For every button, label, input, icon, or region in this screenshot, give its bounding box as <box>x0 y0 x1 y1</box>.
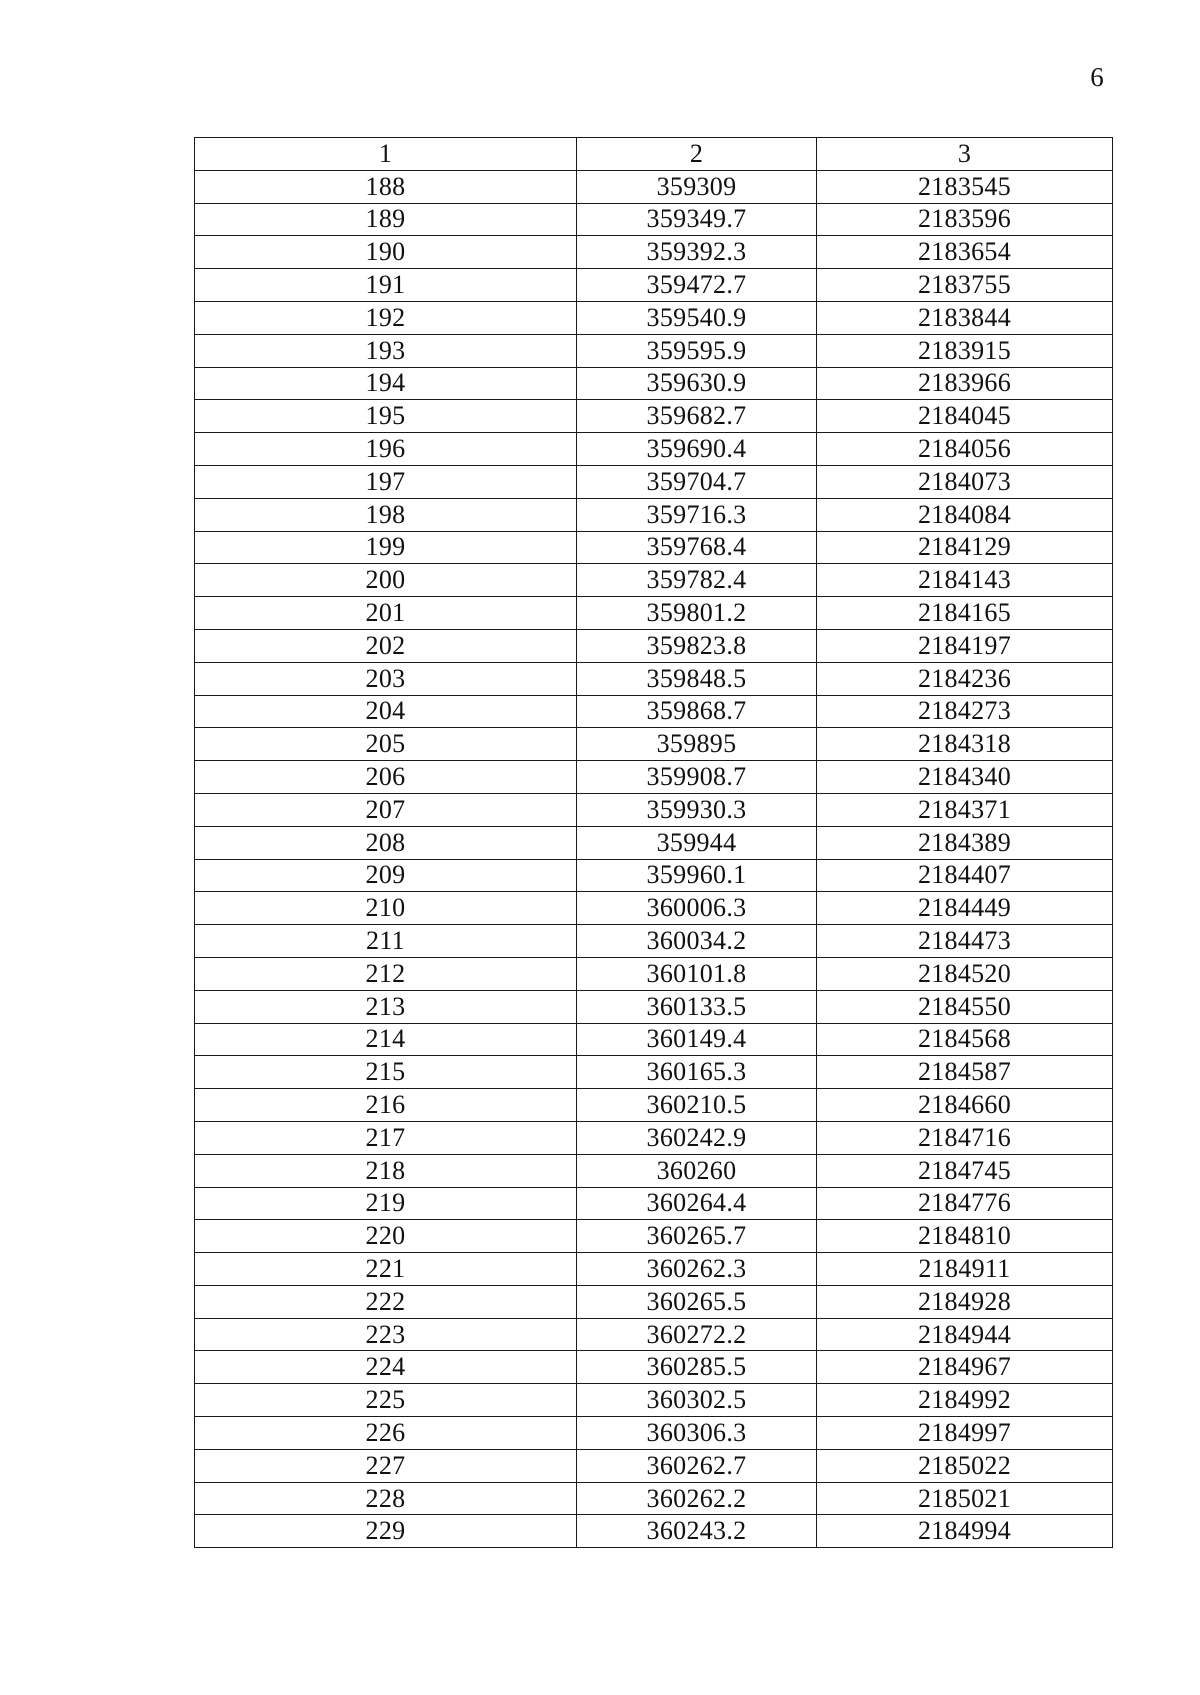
x-coordinate-cell: 359309 <box>577 170 817 203</box>
table-row <box>195 826 1113 859</box>
table-row <box>195 990 1113 1023</box>
point-number-cell: 196 <box>195 433 577 466</box>
point-number-cell: 227 <box>195 1449 577 1482</box>
table-row <box>195 1351 1113 1384</box>
y-coordinate-cell: 2184165 <box>817 597 1113 630</box>
x-coordinate-cell: 359930.3 <box>577 793 817 826</box>
y-coordinate-cell: 2183966 <box>817 367 1113 400</box>
point-number-cell: 200 <box>195 564 577 597</box>
x-coordinate-cell: 360260 <box>577 1154 817 1187</box>
table-row <box>195 1056 1113 1089</box>
x-coordinate-cell: 360165.3 <box>577 1056 817 1089</box>
x-coordinate-cell: 360243.2 <box>577 1515 817 1548</box>
x-coordinate-cell: 359848.5 <box>577 662 817 695</box>
x-coordinate-cell: 359595.9 <box>577 334 817 367</box>
column-header-1: 1 <box>195 138 577 171</box>
y-coordinate-cell: 2183755 <box>817 269 1113 302</box>
point-number-cell: 193 <box>195 334 577 367</box>
y-coordinate-cell: 2184550 <box>817 990 1113 1023</box>
point-number-cell: 209 <box>195 859 577 892</box>
y-coordinate-cell: 2184056 <box>817 433 1113 466</box>
table-row <box>195 465 1113 498</box>
y-coordinate-cell: 2184143 <box>817 564 1113 597</box>
y-coordinate-cell: 2184587 <box>817 1056 1113 1089</box>
point-number-cell: 216 <box>195 1089 577 1122</box>
y-coordinate-cell: 2184660 <box>817 1089 1113 1122</box>
point-number-cell: 215 <box>195 1056 577 1089</box>
table-row <box>195 400 1113 433</box>
y-coordinate-cell: 2184716 <box>817 1121 1113 1154</box>
point-number-cell: 211 <box>195 925 577 958</box>
y-coordinate-cell: 2184473 <box>817 925 1113 958</box>
y-coordinate-cell: 2184236 <box>817 662 1113 695</box>
x-coordinate-cell: 360210.5 <box>577 1089 817 1122</box>
point-number-cell: 222 <box>195 1285 577 1318</box>
point-number-cell: 224 <box>195 1351 577 1384</box>
point-number-cell: 217 <box>195 1121 577 1154</box>
point-number-cell: 203 <box>195 662 577 695</box>
table-row <box>195 1449 1113 1482</box>
table-row <box>195 728 1113 761</box>
point-number-cell: 201 <box>195 597 577 630</box>
table-row <box>195 1121 1113 1154</box>
x-coordinate-cell: 359540.9 <box>577 301 817 334</box>
point-number-cell: 218 <box>195 1154 577 1187</box>
point-number-cell: 229 <box>195 1515 577 1548</box>
column-header-3: 3 <box>817 138 1113 171</box>
point-number-cell: 191 <box>195 269 577 302</box>
table-body <box>195 170 1113 1547</box>
table-row <box>195 1515 1113 1548</box>
column-header-2: 2 <box>577 138 817 171</box>
table-row <box>195 1220 1113 1253</box>
y-coordinate-cell: 2184449 <box>817 892 1113 925</box>
table-row <box>195 662 1113 695</box>
point-number-cell: 197 <box>195 465 577 498</box>
x-coordinate-cell: 359682.7 <box>577 400 817 433</box>
table-row <box>195 498 1113 531</box>
table-row <box>195 892 1113 925</box>
table-row <box>195 564 1113 597</box>
x-coordinate-cell: 359823.8 <box>577 629 817 662</box>
table-row <box>195 334 1113 367</box>
table-row <box>195 629 1113 662</box>
coordinates-table <box>194 137 1113 1548</box>
y-coordinate-cell: 2184944 <box>817 1318 1113 1351</box>
point-number-cell: 202 <box>195 629 577 662</box>
x-coordinate-cell: 359716.3 <box>577 498 817 531</box>
page-number: 6 <box>1090 62 1104 92</box>
table-row <box>195 269 1113 302</box>
y-coordinate-cell: 2183596 <box>817 203 1113 236</box>
x-coordinate-cell: 359908.7 <box>577 761 817 794</box>
y-coordinate-cell: 2183844 <box>817 301 1113 334</box>
point-number-cell: 204 <box>195 695 577 728</box>
x-coordinate-cell: 359349.7 <box>577 203 817 236</box>
point-number-cell: 228 <box>195 1482 577 1515</box>
table-row <box>195 301 1113 334</box>
x-coordinate-cell: 359704.7 <box>577 465 817 498</box>
point-number-cell: 214 <box>195 1023 577 1056</box>
table-row <box>195 597 1113 630</box>
y-coordinate-cell: 2184389 <box>817 826 1113 859</box>
x-coordinate-cell: 360285.5 <box>577 1351 817 1384</box>
point-number-cell: 199 <box>195 531 577 564</box>
x-coordinate-cell: 359895 <box>577 728 817 761</box>
table-header <box>195 138 1113 171</box>
x-coordinate-cell: 359868.7 <box>577 695 817 728</box>
y-coordinate-cell: 2184273 <box>817 695 1113 728</box>
y-coordinate-cell: 2184776 <box>817 1187 1113 1220</box>
x-coordinate-cell: 359782.4 <box>577 564 817 597</box>
y-coordinate-cell: 2184197 <box>817 629 1113 662</box>
y-coordinate-cell: 2185022 <box>817 1449 1113 1482</box>
y-coordinate-cell: 2184318 <box>817 728 1113 761</box>
y-coordinate-cell: 2184745 <box>817 1154 1113 1187</box>
table-row <box>195 1187 1113 1220</box>
x-coordinate-cell: 359472.7 <box>577 269 817 302</box>
table-row <box>195 1154 1113 1187</box>
x-coordinate-cell: 360302.5 <box>577 1384 817 1417</box>
y-coordinate-cell: 2184045 <box>817 400 1113 433</box>
x-coordinate-cell: 359630.9 <box>577 367 817 400</box>
point-number-cell: 210 <box>195 892 577 925</box>
y-coordinate-cell: 2184997 <box>817 1417 1113 1450</box>
point-number-cell: 221 <box>195 1253 577 1286</box>
y-coordinate-cell: 2184994 <box>817 1515 1113 1548</box>
point-number-cell: 226 <box>195 1417 577 1450</box>
table-row <box>195 531 1113 564</box>
y-coordinate-cell: 2184568 <box>817 1023 1113 1056</box>
table-row <box>195 695 1113 728</box>
point-number-cell: 223 <box>195 1318 577 1351</box>
x-coordinate-cell: 360272.2 <box>577 1318 817 1351</box>
table-row <box>195 203 1113 236</box>
x-coordinate-cell: 359392.3 <box>577 236 817 269</box>
y-coordinate-cell: 2184371 <box>817 793 1113 826</box>
table-row <box>195 957 1113 990</box>
point-number-cell: 225 <box>195 1384 577 1417</box>
y-coordinate-cell: 2184520 <box>817 957 1113 990</box>
point-number-cell: 190 <box>195 236 577 269</box>
table-row <box>195 761 1113 794</box>
y-coordinate-cell: 2183545 <box>817 170 1113 203</box>
point-number-cell: 220 <box>195 1220 577 1253</box>
table-row <box>195 1089 1113 1122</box>
y-coordinate-cell: 2184407 <box>817 859 1113 892</box>
x-coordinate-cell: 360034.2 <box>577 925 817 958</box>
y-coordinate-cell: 2184340 <box>817 761 1113 794</box>
point-number-cell: 219 <box>195 1187 577 1220</box>
y-coordinate-cell: 2183654 <box>817 236 1113 269</box>
point-number-cell: 192 <box>195 301 577 334</box>
x-coordinate-cell: 359768.4 <box>577 531 817 564</box>
point-number-cell: 189 <box>195 203 577 236</box>
table-row <box>195 859 1113 892</box>
y-coordinate-cell: 2184810 <box>817 1220 1113 1253</box>
table-row <box>195 1253 1113 1286</box>
x-coordinate-cell: 360101.8 <box>577 957 817 990</box>
x-coordinate-cell: 360265.7 <box>577 1220 817 1253</box>
x-coordinate-cell: 360262.7 <box>577 1449 817 1482</box>
table-row <box>195 367 1113 400</box>
y-coordinate-cell: 2184073 <box>817 465 1113 498</box>
point-number-cell: 207 <box>195 793 577 826</box>
x-coordinate-cell: 359690.4 <box>577 433 817 466</box>
point-number-cell: 188 <box>195 170 577 203</box>
x-coordinate-cell: 359944 <box>577 826 817 859</box>
table-row <box>195 433 1113 466</box>
point-number-cell: 195 <box>195 400 577 433</box>
x-coordinate-cell: 359960.1 <box>577 859 817 892</box>
table-header-row <box>195 138 1113 171</box>
x-coordinate-cell: 360133.5 <box>577 990 817 1023</box>
table-row <box>195 925 1113 958</box>
x-coordinate-cell: 360265.5 <box>577 1285 817 1318</box>
y-coordinate-cell: 2184992 <box>817 1384 1113 1417</box>
point-number-cell: 206 <box>195 761 577 794</box>
y-coordinate-cell: 2184928 <box>817 1285 1113 1318</box>
x-coordinate-cell: 360264.4 <box>577 1187 817 1220</box>
point-number-cell: 205 <box>195 728 577 761</box>
table-row <box>195 1417 1113 1450</box>
x-coordinate-cell: 360006.3 <box>577 892 817 925</box>
point-number-cell: 213 <box>195 990 577 1023</box>
y-coordinate-cell: 2184911 <box>817 1253 1113 1286</box>
table-row <box>195 1384 1113 1417</box>
y-coordinate-cell: 2184967 <box>817 1351 1113 1384</box>
x-coordinate-cell: 360242.9 <box>577 1121 817 1154</box>
table-row <box>195 793 1113 826</box>
point-number-cell: 212 <box>195 957 577 990</box>
point-number-cell: 194 <box>195 367 577 400</box>
table-row <box>195 1023 1113 1056</box>
x-coordinate-cell: 360149.4 <box>577 1023 817 1056</box>
x-coordinate-cell: 359801.2 <box>577 597 817 630</box>
y-coordinate-cell: 2185021 <box>817 1482 1113 1515</box>
x-coordinate-cell: 360306.3 <box>577 1417 817 1450</box>
table-row <box>195 170 1113 203</box>
y-coordinate-cell: 2184084 <box>817 498 1113 531</box>
x-coordinate-cell: 360262.2 <box>577 1482 817 1515</box>
table-row <box>195 236 1113 269</box>
y-coordinate-cell: 2183915 <box>817 334 1113 367</box>
table-row <box>195 1318 1113 1351</box>
table-row <box>195 1285 1113 1318</box>
point-number-cell: 198 <box>195 498 577 531</box>
x-coordinate-cell: 360262.3 <box>577 1253 817 1286</box>
table-row <box>195 1482 1113 1515</box>
y-coordinate-cell: 2184129 <box>817 531 1113 564</box>
point-number-cell: 208 <box>195 826 577 859</box>
